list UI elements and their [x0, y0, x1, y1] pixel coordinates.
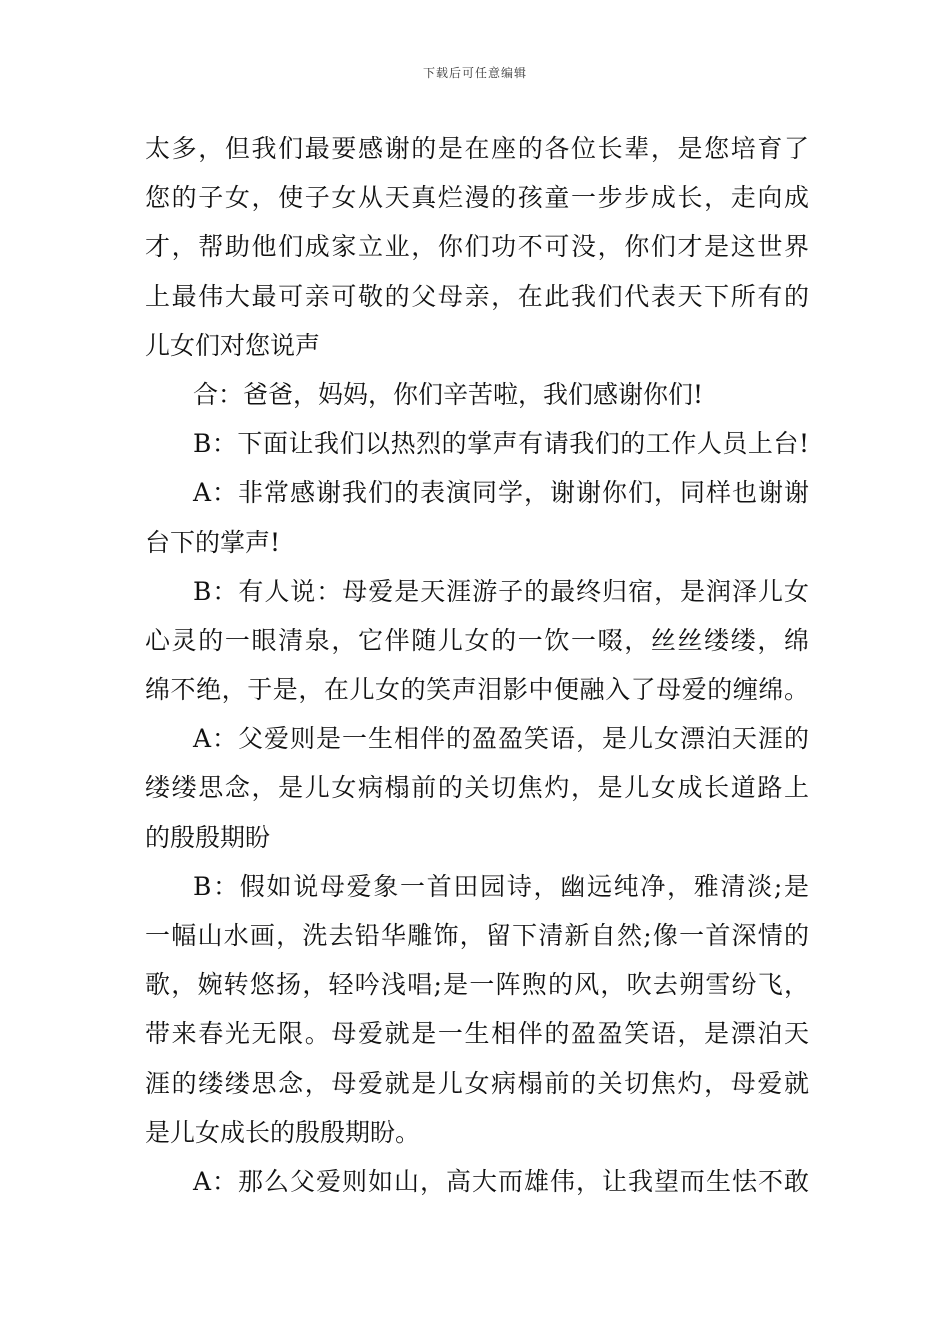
text-line: 绵不绝，于是，在儿女的笑声泪影中便融入了母爱的缠绵。: [145, 675, 809, 705]
text-line: A：那么父爱则如山，高大而雄伟，让我望而生怯不敢: [193, 1166, 809, 1196]
text-line: 您的子女，使子女从天真烂漫的孩童一步步成长，走向成: [145, 183, 809, 213]
text-line: 是儿女成长的殷殷期盼。: [145, 1117, 421, 1147]
text-line: 合：爸爸，妈妈，你们辛苦啦，我们感谢你们!: [193, 379, 704, 409]
text-line: B：假如说母爱象一首田园诗，幽远纯净，雅清淡;是: [193, 871, 809, 901]
text-line: A：父爱则是一生相伴的盈盈笑语，是儿女漂泊天涯的: [193, 724, 809, 754]
text-line: 涯的缕缕思念，母爱就是儿女病榻前的关切焦灼，母爱就: [145, 1068, 809, 1098]
text-line: 的殷殷期盼: [145, 822, 271, 852]
text-line: 心灵的一眼清泉，它伴随儿女的一饮一啜，丝丝缕缕，绵: [145, 625, 809, 655]
text-line: 缕缕思念，是儿女病榻前的关切焦灼，是儿女成长道路上: [145, 773, 809, 803]
document-body: [145, 124, 809, 1206]
text-line: B：下面让我们以热烈的掌声有请我们的工作人员上台!: [193, 429, 809, 459]
page-header: 下载后可任意编辑: [422, 66, 527, 80]
text-line: 带来春光无限。母爱就是一生相伴的盈盈笑语，是漂泊天: [145, 1019, 809, 1049]
text-line: 歌，婉转悠扬，轻吟浅唱;是一阵煦的风，吹去朔雪纷飞，: [145, 970, 809, 1000]
text-line: 一幅山水画，洗去铅华雕饰，留下清新自然;像一首深情的: [145, 921, 809, 950]
text-line: 上最伟大最可亲可敬的父母亲，在此我们代表天下所有的: [145, 281, 809, 311]
text-line: 才，帮助他们成家立业，你们功不可没，你们才是这世界: [145, 232, 809, 262]
text-line: A：非常感谢我们的表演同学，谢谢你们，同样也谢谢: [193, 478, 809, 508]
text-line: 台下的掌声!: [145, 527, 281, 557]
text-line: B：有人说：母爱是天涯游子的最终归宿，是润泽儿女: [193, 576, 809, 606]
text-line: 儿女们对您说声: [145, 330, 321, 360]
text-line: 太多，但我们最要感谢的是在座的各位长辈，是您培育了: [145, 134, 809, 163]
